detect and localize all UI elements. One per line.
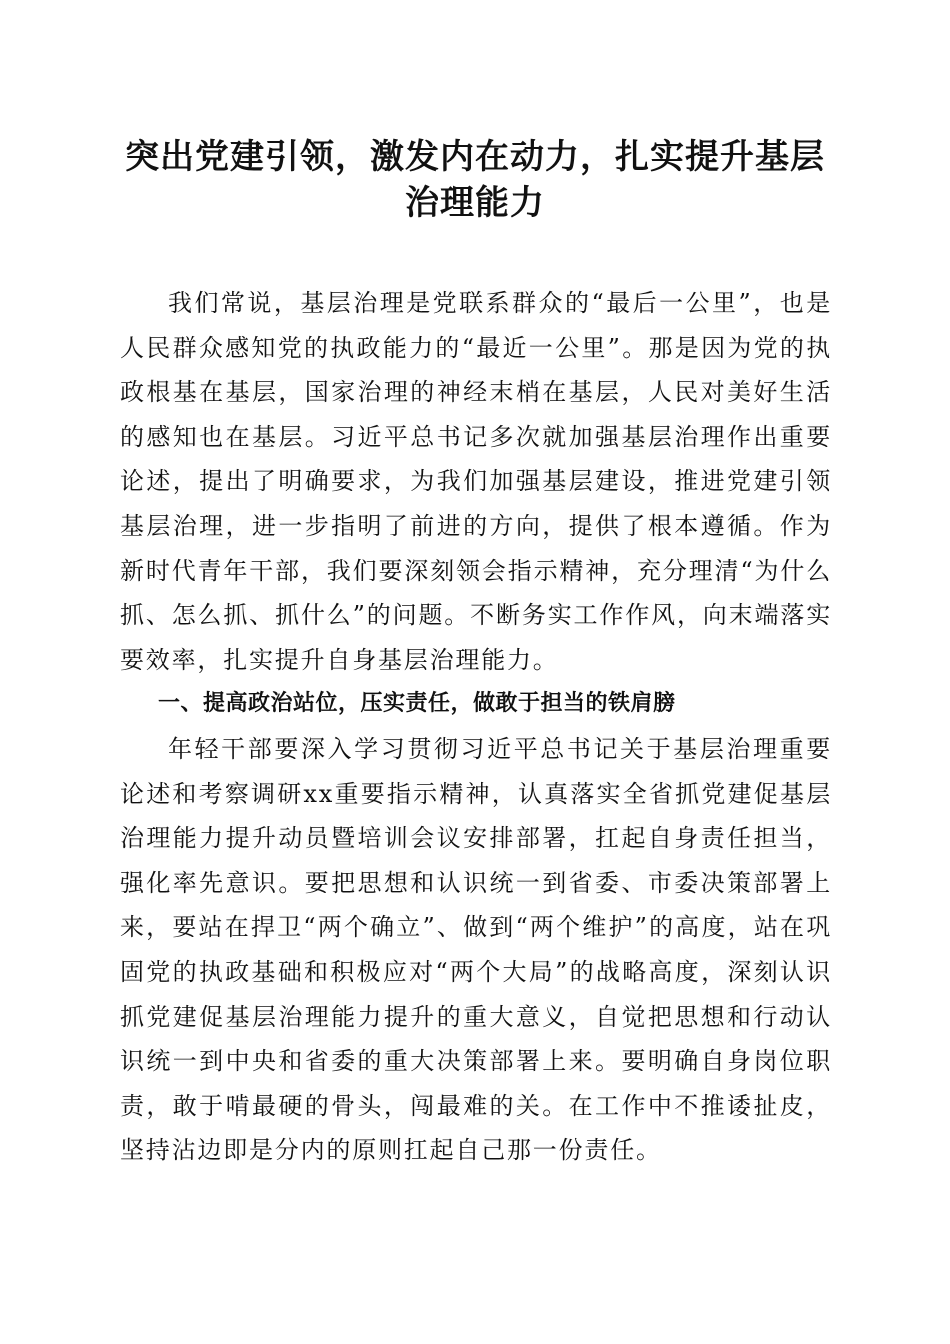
title-line-2: 治理能力 (405, 183, 545, 223)
section-1-paragraph: 年轻干部要深入学习贯彻习近平总书记关于基层治理重要论述和考察调研xx重要指示精神，认真落实全省抓党建促基层治理能力提升动员暨培训会议安排部署，扛起自身责任担当，强化率先意识。要把思想和认识统一到省委、市委决策部署上来，要站在捍卫“两个确立”、做到“两个维护”的高度，站在巩固党的执政基础和积极应对“两个大局”的战略高度，深刻认识抓党建促基层治理能力提升的重大意义，自觉把思想和行动认识统一到中央和省委的重大决策部署上来。要明确自身岗位职责，敢于啃最硬的骨头，闯最难的关。在工作中不推诿扯皮，坚持沾边即是分内的原则扛起自己那一份责任。 (120, 734, 832, 1165)
section-heading-1: 一、提高政治站位，压实责任，做敢于担当的铁肩膀 (158, 691, 676, 717)
intro-paragraph: 我们常说，基层治理是党联系群众的“最后一公里”，也是人民群众感知党的执政能力的“最近一公里”。那是因为党的执政根基在基层，国家治理的神经末梢在基层，人民对美好生活的感知也在基层。习近平总书记多次就加强基层治理作出重要论述，提出了明确要求，为我们加强基层建设，推进党建引领基层治理，进一步指明了前进的方向，提供了根本遵循。作为新时代青年干部，我们要深刻领会指示精神，充分理清“为什么抓、怎么抓、抓什么”的问题。不断务实工作作风，向末端落实要效率，扎实提升自身基层治理能力。 (120, 289, 832, 674)
document-body (120, 281, 832, 1173)
document-title (110, 134, 840, 226)
title-line-1: 突出党建引领，激发内在动力，扎实提升基层 (125, 137, 825, 177)
